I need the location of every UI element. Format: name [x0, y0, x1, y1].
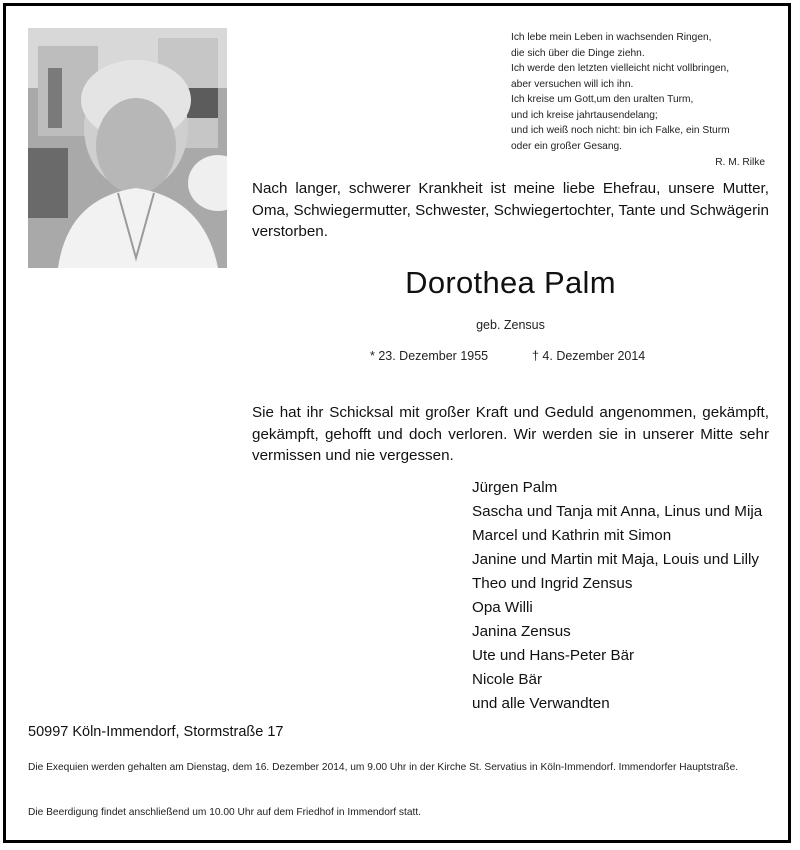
- mourner-entry: Sascha und Tanja mit Anna, Linus und Mija: [472, 503, 763, 520]
- mourner-entry: Jürgen Palm: [472, 479, 558, 496]
- mourner-entry: Theo und Ingrid Zensus: [472, 575, 633, 592]
- death-date: † 4. Dezember 2014: [532, 349, 646, 363]
- poem-line: Ich lebe mein Leben in wachsenden Ringen,: [511, 32, 712, 43]
- poem-line: die sich über die Dinge ziehn.: [511, 47, 645, 59]
- mourner-entry: Janina Zensus: [472, 623, 571, 640]
- poem-author: R. M. Rilke: [715, 157, 765, 168]
- poem-line: Ich kreise um Gott,um den uralten Turm,: [511, 94, 694, 105]
- poem-line: oder ein großer Gesang.: [511, 140, 622, 152]
- mourner-entry: Nicole Bär: [472, 671, 543, 688]
- mourner-entry: Marcel und Kathrin mit Simon: [472, 527, 672, 544]
- mourner-entry: Janine und Martin mit Maja, Louis und Lilly: [472, 551, 760, 568]
- birth-name: geb. Zensus: [476, 318, 545, 332]
- deceased-name: Dorothea Palm: [405, 265, 616, 300]
- poem-line: aber versuchen will ich ihn.: [511, 78, 634, 90]
- life-dates: [370, 349, 770, 363]
- mourner-entry: Ute und Hans-Peter Bär: [472, 647, 635, 664]
- mourner-entry: und alle Verwandten: [472, 695, 610, 712]
- birth-date: * 23. Dezember 1955: [370, 349, 489, 363]
- rilke-poem: [511, 30, 773, 171]
- mourners-list: [472, 476, 782, 716]
- portrait-photo: [28, 28, 227, 268]
- burial-notice: Die Beerdigung findet anschließend um 10.00 Uhr auf dem Friedhof in Immendorf statt.: [28, 807, 421, 818]
- intro-text: Nach langer, schwerer Krankheit ist meine liebe Ehefrau, unsere Mutter, Oma, Schwiegermutter, Schwester, Schwiegertochter, Tante und Schwägerin verstorben.: [252, 180, 769, 240]
- poem-line: und ich weiß noch nicht: bin ich Falke, ein Sturm: [511, 125, 730, 136]
- mourner-entry: Opa Willi: [472, 599, 533, 616]
- family-address: 50997 Köln-Immendorf, Stormstraße 17: [28, 724, 284, 740]
- poem-line: und ich kreise jahrtausendelang;: [511, 109, 658, 121]
- memorial-text: Sie hat ihr Schicksal mit großer Kraft und Geduld angenommen, gekämpft, gekämpft, gehofft und doch verloren. Wir werden sie in unserer Mitte sehr vermissen und nie vergessen.: [252, 404, 769, 464]
- exequien-notice: Die Exequien werden gehalten am Dienstag, dem 16. Dezember 2014, um 9.00 Uhr in der Kirche St. Servatius in Köln-Immendorf. Immendorfer Hauptstraße.: [28, 762, 739, 773]
- poem-line: Ich werde den letzten vielleicht nicht vollbringen,: [511, 63, 730, 74]
